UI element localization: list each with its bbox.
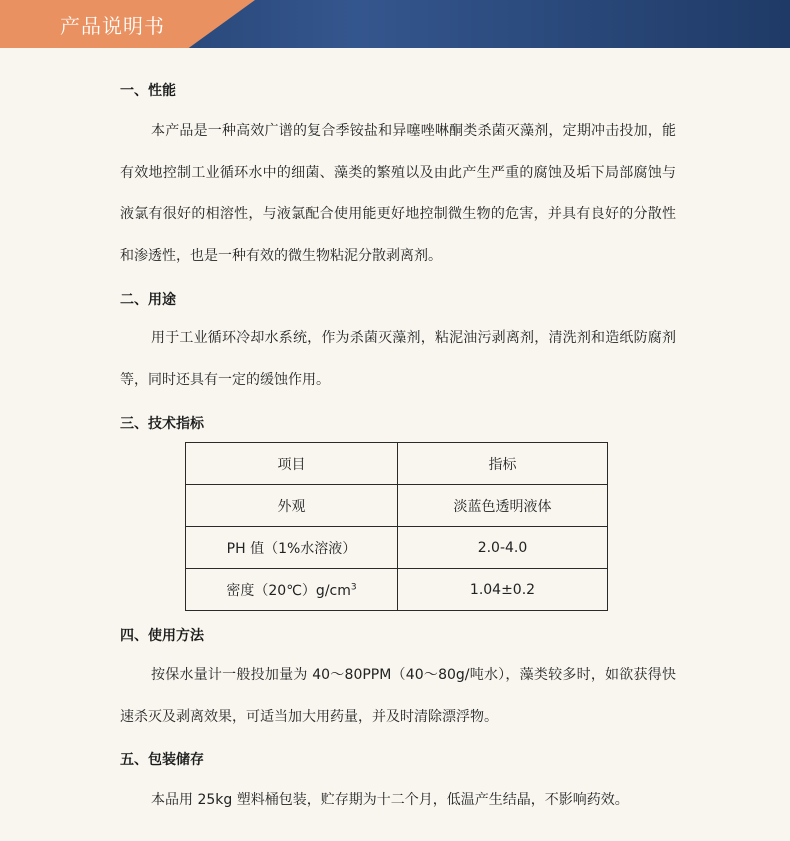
page-title: 产品说明书 <box>60 14 165 38</box>
table-cell: 外观 <box>186 485 398 527</box>
table-row <box>186 527 608 569</box>
section-heading-storage: 五、包装储存 <box>120 752 204 768</box>
table-header-row <box>186 443 608 485</box>
section-paragraph-performance: 本产品是一种高效广谱的复合季铵盐和异噻唑啉酮类杀菌灭藻剂，定期冲击投加，能有效地控制工业循环水中的细菌、藻类的繁殖以及由此产生严重的腐蚀及垢下局部腐蚀与液氯有很好的相溶性，与液氯配合使用能更好地控制微生物的危害，并具有良好的分散性和渗透性，也是一种有效的微生物粘泥分散剥离剂。 <box>120 123 676 264</box>
section-paragraph-method: 按保水量计一般投加量为 40～80PPM（40～80g/吨水），藻类较多时，如欲获得快速杀灭及剥离效果，可适当加大用药量，并及时清除漂浮物。 <box>120 667 676 725</box>
table-cell-density <box>186 569 398 611</box>
section-heading-method: 四、使用方法 <box>120 628 204 644</box>
table-header-cell: 指标 <box>398 443 608 485</box>
table-cell: PH 值（1%水溶液） <box>186 527 398 569</box>
section-heading-specs: 三、技术指标 <box>120 416 204 432</box>
section-heading-usage: 二、用途 <box>120 292 176 308</box>
table-cell: 淡蓝色透明液体 <box>398 485 608 527</box>
table-row <box>186 569 608 611</box>
table-row <box>186 485 608 527</box>
table-header-cell: 项目 <box>186 443 398 485</box>
header-banner <box>0 0 790 48</box>
density-label: 密度（20℃）g/cm <box>226 582 351 599</box>
table-cell: 1.04±0.2 <box>398 569 608 611</box>
section-heading-performance: 一、性能 <box>120 83 176 99</box>
table-cell: 2.0-4.0 <box>398 527 608 569</box>
section-paragraph-storage: 本品用 25kg 塑料桶包装，贮存期为十二个月，低温产生结晶，不影响药效。 <box>151 792 629 808</box>
density-superscript: 3 <box>350 581 357 592</box>
section-paragraph-usage: 用于工业循环冷却水系统，作为杀菌灭藻剂，粘泥油污剥离剂，清洗剂和造纸防腐剂等，同时还具有一定的缓蚀作用。 <box>120 330 676 388</box>
spec-table <box>185 442 608 611</box>
